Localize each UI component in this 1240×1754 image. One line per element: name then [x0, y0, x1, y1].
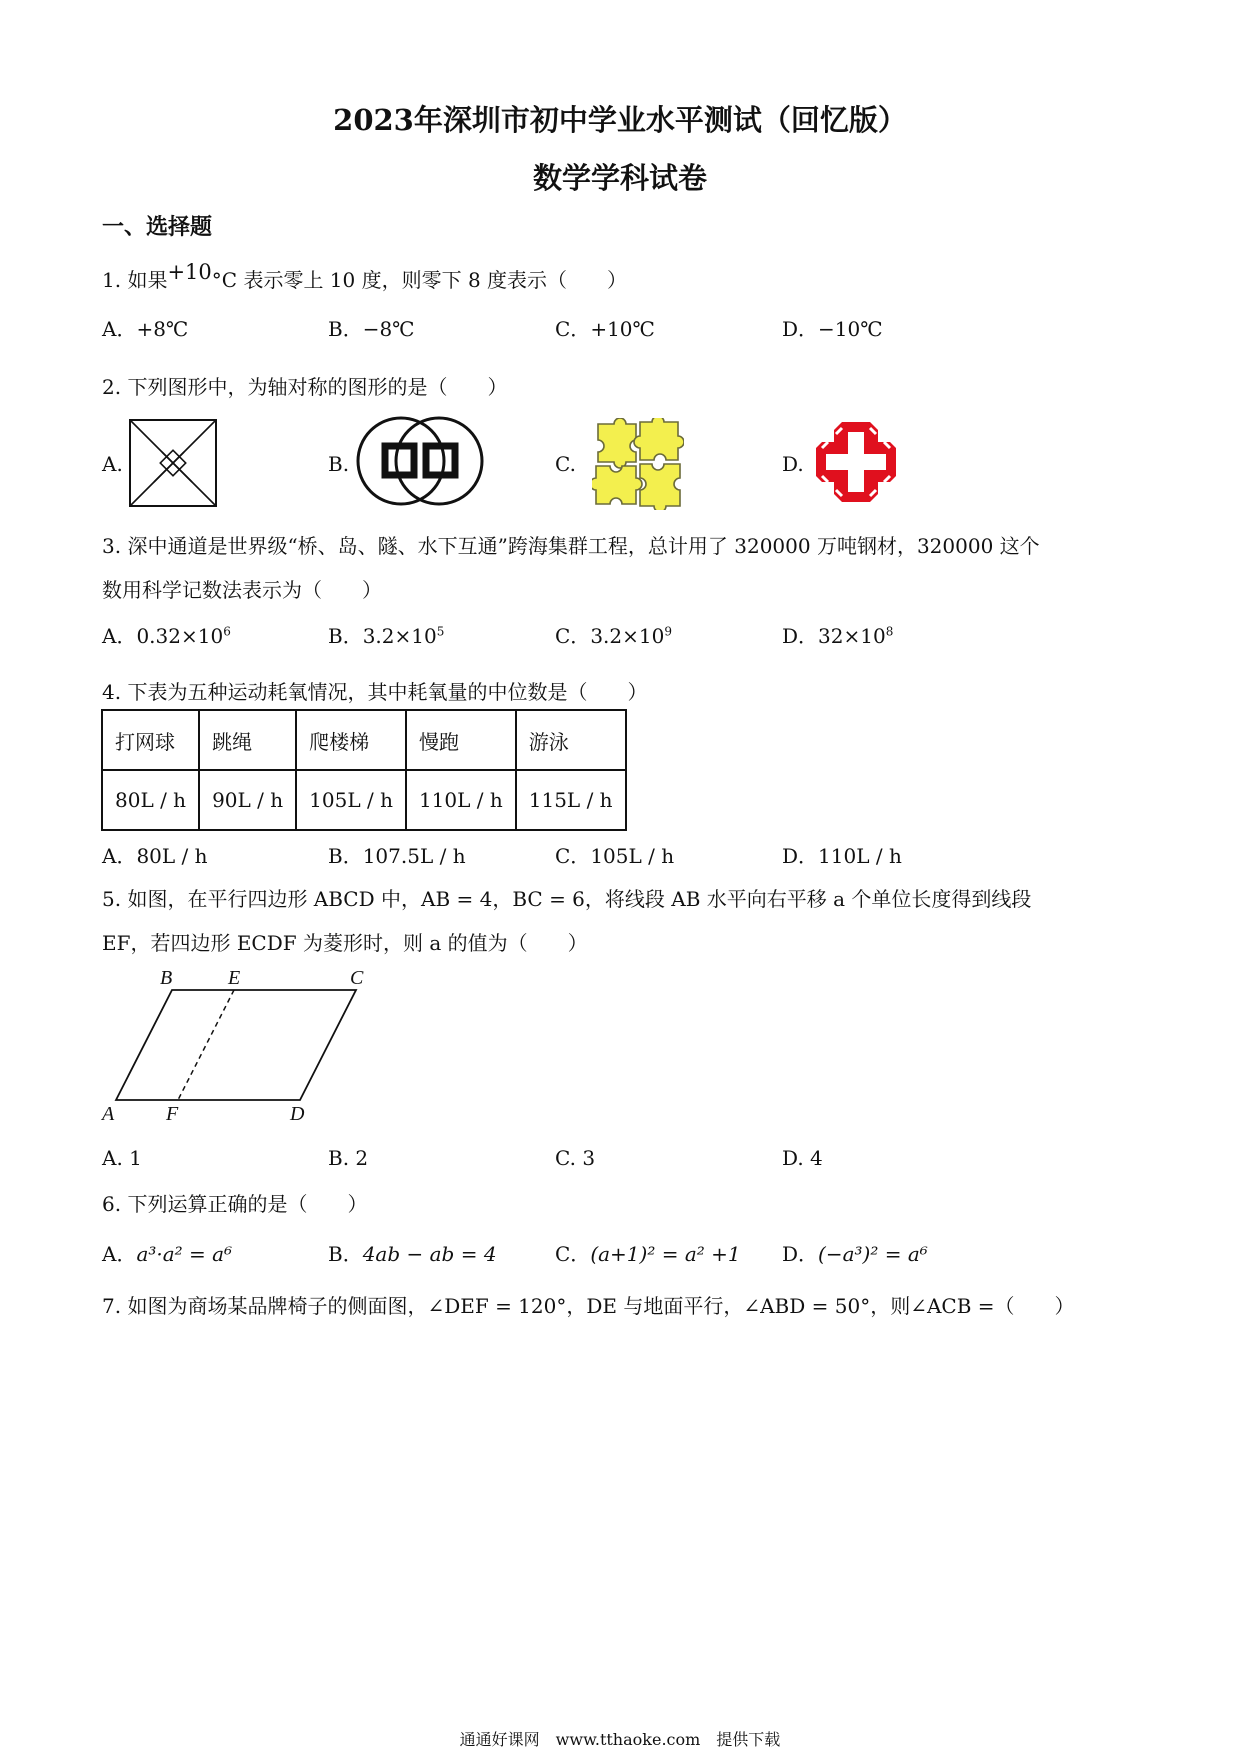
q5-option-a[interactable] — [102, 1146, 142, 1170]
red-cross-figure — [812, 418, 900, 506]
option-text: 2 — [355, 1146, 369, 1170]
option-label: B． — [328, 844, 363, 868]
table-header-cell: 爬楼梯 — [296, 710, 406, 770]
option-label: A． — [102, 317, 137, 341]
option-label: C． — [555, 624, 591, 648]
option-label: C． — [555, 844, 591, 868]
q2-option-b-label[interactable]: B. — [328, 452, 350, 476]
option-text: (a+1)² = a² +1 — [590, 1242, 741, 1266]
q5-option-b[interactable] — [328, 1146, 368, 1170]
oxygen-table — [101, 709, 627, 831]
table-header-cell: 游泳 — [516, 710, 626, 770]
option-label: C． — [555, 1242, 591, 1266]
q6-option-d[interactable] — [782, 1238, 928, 1267]
page-title: 2023年深圳市初中学业水平测试（回忆版） — [333, 103, 907, 137]
point-label-f: F — [166, 1103, 179, 1125]
option-text: 1 — [129, 1146, 142, 1170]
q1-option-c[interactable] — [555, 313, 655, 342]
option-text: a³·a² = a⁶ — [136, 1242, 233, 1266]
option-label: B． — [328, 1242, 363, 1266]
q1-option-d[interactable] — [782, 313, 883, 342]
question-4: 4. 下表为五种运动耗氧情况，其中耗氧量的中位数是（ ） — [102, 680, 648, 704]
option-text: −10℃ — [818, 317, 883, 341]
table-cell: 110L / h — [406, 770, 516, 830]
question-5-line2: EF，若四边形 ECDF 为菱形时，则 a 的值为（ ） — [102, 931, 588, 955]
option-label: D． — [782, 624, 819, 648]
q4-option-c[interactable] — [555, 840, 674, 869]
point-label-b: B — [160, 967, 173, 989]
option-text: +8℃ — [136, 317, 189, 341]
q1-option-b[interactable] — [328, 313, 415, 342]
option-label: C． — [555, 317, 591, 341]
question-1-temp: +10 — [167, 260, 212, 284]
option-text: 4ab − ab = 4 — [362, 1242, 497, 1266]
option-base: 3.2×10 — [362, 624, 437, 648]
q4-option-d[interactable] — [782, 840, 902, 869]
table-row — [102, 770, 626, 830]
option-label: D． — [782, 844, 819, 868]
point-label-c: C — [350, 967, 364, 989]
question-5-line1: 5. 如图，在平行四边形 ABCD 中，AB = 4，BC = 6，将线段 AB 水平向右平移 a 个单位长度得到线段 — [102, 887, 1032, 911]
option-label: B. — [328, 1146, 356, 1170]
option-text: 80L / h — [136, 844, 208, 868]
q3-option-d[interactable] — [782, 620, 893, 649]
page-subtitle: 数学学科试卷 — [532, 161, 707, 195]
q3-option-c[interactable] — [555, 620, 672, 649]
q2-option-c-label[interactable]: C. — [555, 452, 576, 476]
option-text: 3 — [582, 1146, 596, 1170]
option-text: 105L / h — [590, 844, 675, 868]
q1-option-a[interactable] — [102, 313, 188, 342]
option-label: C. — [555, 1146, 583, 1170]
parallelogram-figure — [98, 962, 388, 1128]
option-text: −8℃ — [362, 317, 415, 341]
twin-coins-figure — [355, 415, 485, 507]
table-cell: 105L / h — [296, 770, 406, 830]
question-1-suffix: °C 表示零上 10 度，则零下 8 度表示（ ） — [211, 268, 628, 292]
option-exponent: 5 — [436, 624, 445, 639]
point-label-e: E — [228, 967, 241, 989]
option-base: 3.2×10 — [590, 624, 665, 648]
option-label: D． — [782, 317, 819, 341]
parallelogram-abcd — [116, 990, 356, 1100]
q2-option-a-label[interactable]: A. — [102, 452, 123, 476]
option-text: +10℃ — [590, 317, 655, 341]
option-exponent: 8 — [885, 624, 894, 639]
q4-option-a[interactable] — [102, 840, 208, 869]
table-header-cell: 跳绳 — [199, 710, 296, 770]
table-cell: 90L / h — [199, 770, 296, 830]
section-heading: 一、选择题 — [102, 214, 213, 240]
option-base: 32×10 — [818, 624, 886, 648]
table-cell: 80L / h — [102, 770, 199, 830]
option-label: D． — [782, 1242, 819, 1266]
option-exponent: 6 — [223, 624, 231, 639]
option-text: (−a³)² = a⁶ — [818, 1242, 928, 1266]
page-footer: 通通好课网 www.tthaoke.com 提供下载 — [459, 1730, 781, 1749]
point-label-a: A — [102, 1103, 115, 1125]
question-7: 7. 如图为商场某品牌椅子的侧面图，∠DEF = 120°，DE 与地面平行，∠ABD = 50°，则∠ACB =（ ） — [102, 1294, 1075, 1318]
square-pinwheel-figure — [128, 418, 218, 508]
table-header-cell: 打网球 — [102, 710, 199, 770]
q6-option-a[interactable] — [102, 1238, 232, 1267]
option-label: A． — [102, 624, 137, 648]
point-label-d: D — [290, 1103, 305, 1125]
option-base: 0.32×10 — [136, 624, 224, 648]
table-header-cell: 慢跑 — [406, 710, 516, 770]
question-1 — [102, 260, 628, 293]
q5-option-c[interactable] — [555, 1146, 595, 1170]
q5-option-d[interactable] — [782, 1146, 823, 1170]
puzzle-pieces-figure — [592, 418, 684, 510]
option-text: 107.5L / h — [362, 844, 466, 868]
q3-option-b[interactable] — [328, 620, 444, 649]
option-label: A. — [102, 1146, 130, 1170]
question-3-line1: 3. 深中通道是世界级“桥、岛、隧、水下互通”跨海集群工程，总计用了 320000 万吨钢材，320000 这个 — [102, 534, 1040, 558]
segment-ef — [178, 990, 234, 1100]
option-label: A． — [102, 1242, 137, 1266]
q6-option-c[interactable] — [555, 1238, 741, 1267]
option-text: 4 — [810, 1146, 823, 1170]
option-label: B． — [328, 624, 363, 648]
q2-option-d-label[interactable]: D. — [782, 452, 804, 476]
question-1-prefix: 1. 如果 — [102, 268, 168, 292]
table-cell: 115L / h — [516, 770, 626, 830]
option-text: 110L / h — [818, 844, 902, 868]
option-exponent: 9 — [664, 624, 672, 639]
question-2: 2. 下列图形中，为轴对称的图形的是（ ） — [102, 375, 508, 399]
option-label: D. — [782, 1146, 811, 1170]
q6-option-b[interactable] — [328, 1238, 497, 1267]
option-label: A． — [102, 844, 137, 868]
option-label: B． — [328, 317, 363, 341]
table-header-row — [102, 710, 626, 770]
q4-option-b[interactable] — [328, 840, 466, 869]
q3-option-a[interactable] — [102, 620, 231, 649]
question-6: 6. 下列运算正确的是（ ） — [102, 1192, 368, 1216]
question-3-line2: 数用科学记数法表示为（ ） — [102, 578, 382, 602]
